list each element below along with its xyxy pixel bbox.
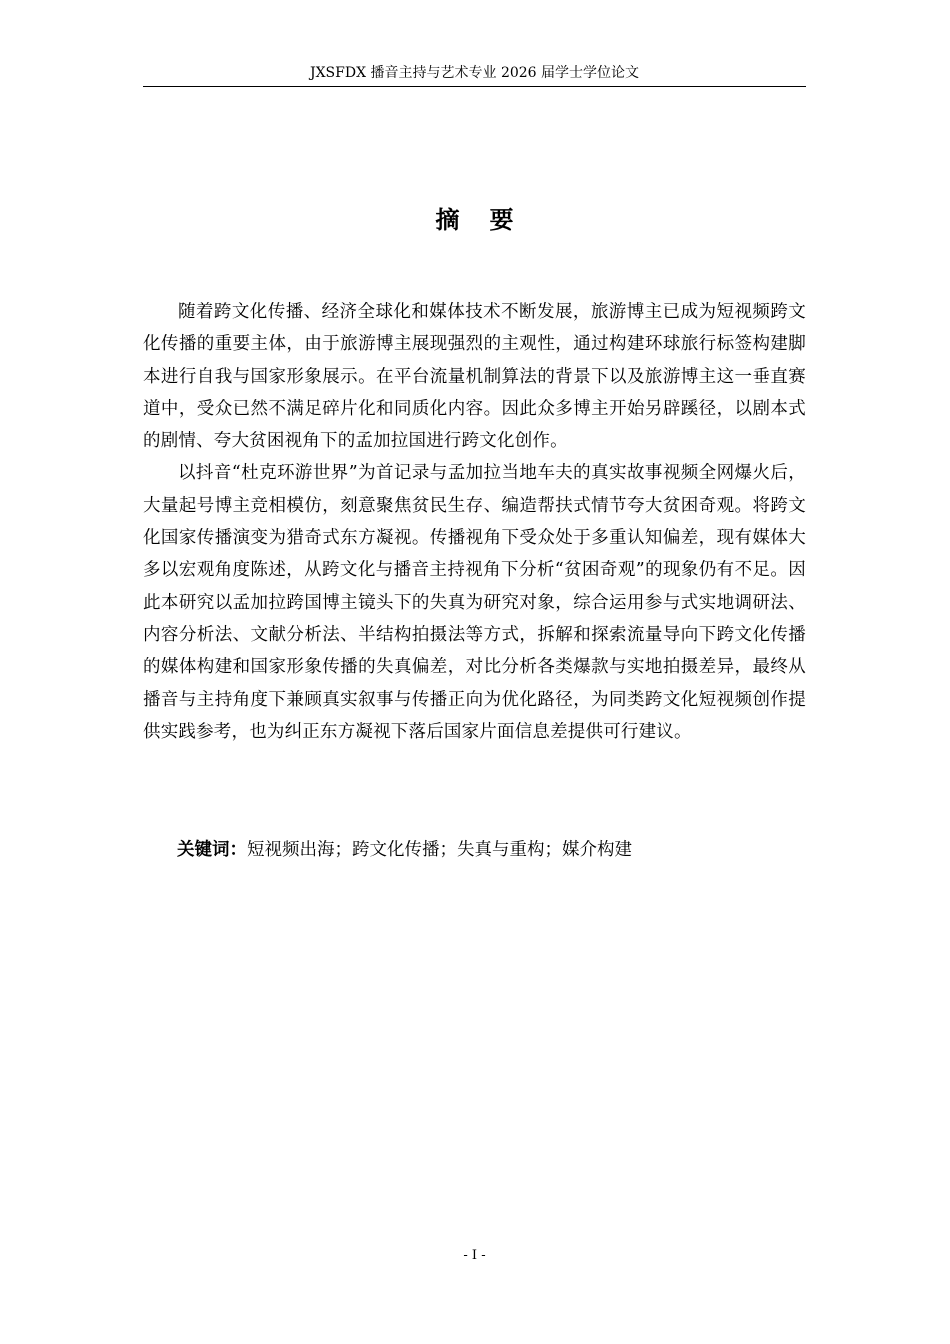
keywords-label: 关键词： [177,840,247,860]
page-number: - I - [463,1248,486,1263]
header-rule [143,86,806,87]
abstract-title: 摘要 [435,206,544,234]
abstract-body [143,296,806,748]
keywords-value: 短视频出海；跨文化传播；失真与重构；媒介构建 [247,840,632,860]
keywords-line [177,836,806,864]
running-header: JXSFDX 播音主持与艺术专业 2026 届学士学位论文 [309,65,640,81]
abstract-paragraph-2: 以抖音“杜克环游世界”为首记录与孟加拉当地车夫的真实故事视频全网爆火后，大量起号博主竞相模仿，刻意聚焦贫民生存、编造帮扶式情节夸大贫困奇观。将跨文化国家传播演变为猎奇式东方凝视。传播视角下受众处于多重认知偏差，现有媒体大多以宏观角度陈述，从跨文化与播音主持视角下分析“贫困奇观”的现象仍有不足。因此本研究以孟加拉跨国博主镜头下的失真为研究对象，综合运用参与式实地调研法、内容分析法、文献分析法、半结构拍摄法等方式，拆解和探索流量导向下跨文化传播的媒体构建和国家形象传播的失真偏差，对比分析各类爆款与实地拍摄差异，最终从播音与主持角度下兼顾真实叙事与传播正向为优化路径，为同类跨文化短视频创作提供实践参考，也为纠正东方凝视下落后国家片面信息差提供可行建议。 [143,463,806,742]
abstract-paragraph-1: 随着跨文化传播、经济全球化和媒体技术不断发展，旅游博主已成为短视频跨文化传播的重要主体，由于旅游博主展现强烈的主观性，通过构建环球旅行标签构建脚本进行自我与国家形象展示。在平台流量机制算法的背景下以及旅游博主这一垂直赛道中，受众已然不满足碎片化和同质化内容。因此众多博主开始另辟蹊径，以剧本式的剧情、夸大贫困视角下的孟加拉国进行跨文化创作。 [143,302,806,452]
